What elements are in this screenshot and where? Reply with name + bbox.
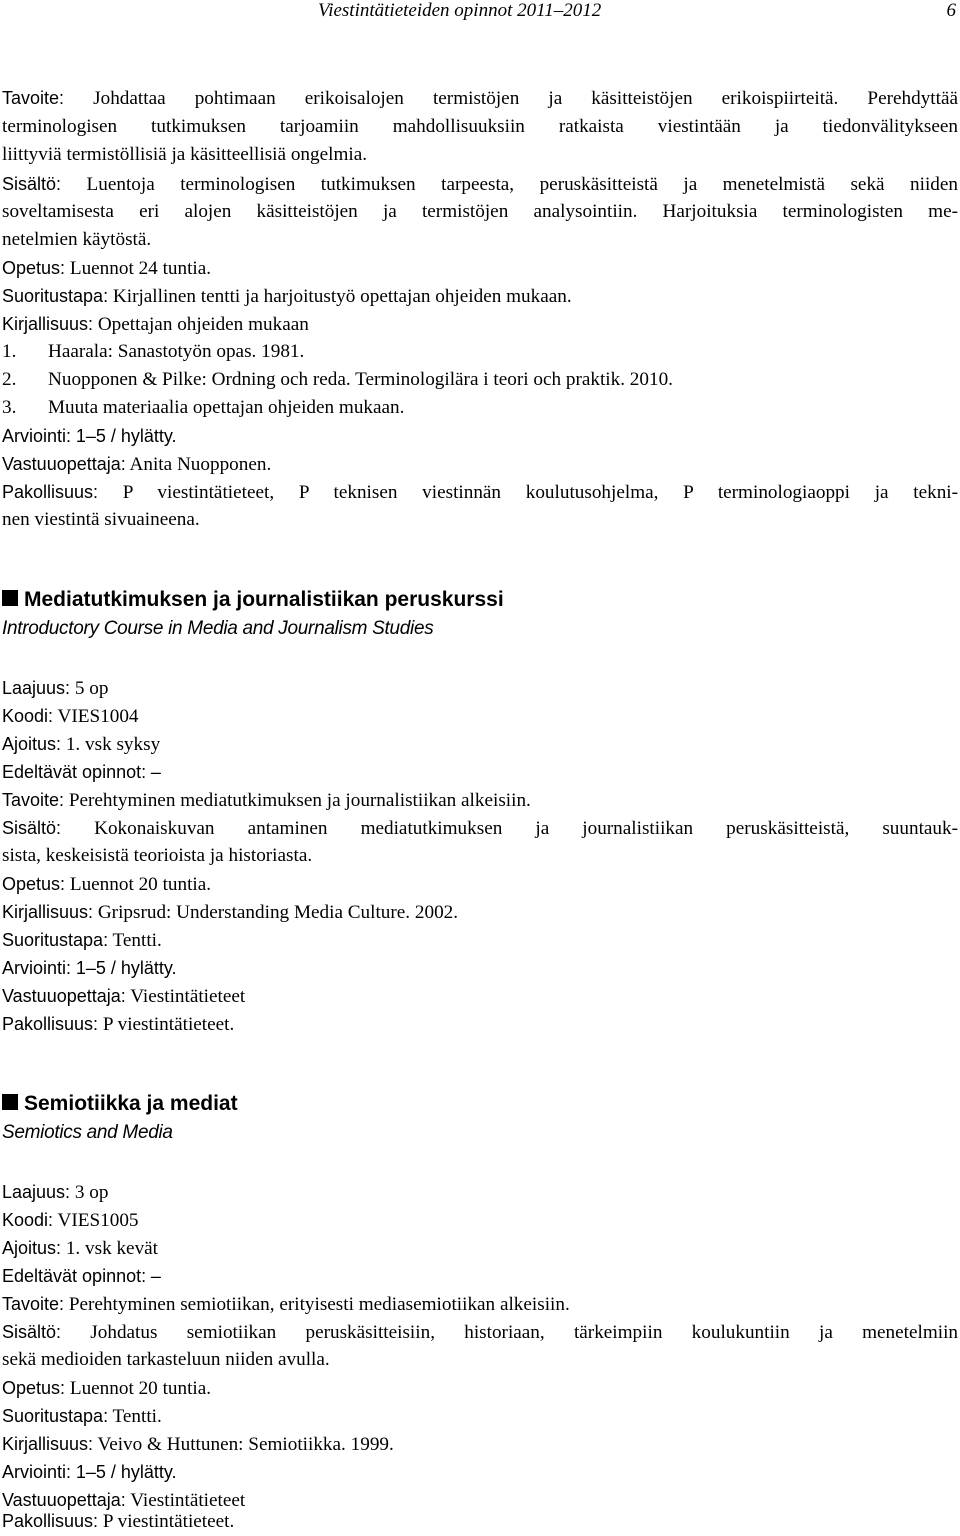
literature-number: 1.: [2, 341, 17, 362]
field-value: P viestintätieteet.: [102, 1014, 235, 1035]
field-value: Perehtyminen mediatutkimuksen ja journalistiikan alkeisiin.: [68, 790, 531, 811]
field-value: Perehtyminen semiotiikan, erityisesti mediasemiotiikan alkeisiin.: [68, 1294, 570, 1315]
field-value: Johdattaa pohtimaan erikoisalojen termistöjen ja käsitteistöjen erikoispiirteitä. Perehdyttää: [93, 88, 958, 109]
field-label: Tavoite:: [2, 88, 65, 108]
field-label: Opetus:: [2, 258, 66, 278]
field-label: Pakollisuus:: [2, 482, 99, 502]
field-value: –: [150, 1266, 161, 1286]
sisalto-line-1: [2, 1318, 958, 1346]
field-value: Gripsrud: Understanding Media Culture. 2002.: [97, 902, 459, 923]
field-label: Sisältö:: [2, 174, 62, 194]
field-value: Luentoja terminologisen tutkimuksen tarpeesta, peruskäsitteistä ja menetelmistä sekä niiden: [86, 174, 958, 195]
edeltavat-row: [2, 758, 161, 787]
suoritustapa-row: [2, 926, 162, 955]
ajoitus-row: [2, 1234, 158, 1263]
kirjallisuus-row: [2, 1430, 394, 1459]
opetus-row: [2, 254, 211, 283]
field-value: Tentti.: [112, 930, 162, 951]
literature-number: 3.: [2, 397, 17, 418]
field-label: Vastuuopettaja:: [2, 986, 126, 1006]
literature-item: [2, 338, 304, 366]
field-label: Edeltävät opinnot:: [2, 1266, 147, 1286]
field-value: Luennot 24 tuntia.: [69, 258, 212, 279]
pakollisuus-row: [2, 1507, 234, 1536]
field-value: 1. vsk kevät: [65, 1238, 159, 1259]
tavoite-row: [2, 786, 531, 815]
literature-text: Haarala: Sanastotyön opas. 1981.: [48, 341, 305, 362]
sisalto-line-2: sekä medioiden tarkasteluun niiden avulla.: [2, 1349, 330, 1370]
field-label: Koodi:: [2, 1210, 54, 1230]
field-value: 5 op: [74, 678, 109, 699]
field-value: VIES1004: [57, 706, 139, 727]
field-value: Kirjallinen tentti ja harjoitustyö opettajan ohjeiden mukaan.: [112, 286, 572, 307]
literature-text: Muuta materiaalia opettajan ohjeiden mukaan.: [48, 397, 405, 418]
field-label: Vastuuopettaja:: [2, 1490, 126, 1510]
field-value: Viestintätieteet: [130, 1490, 246, 1511]
tavoite-line-1: [2, 84, 958, 112]
field-value: VIES1005: [57, 1210, 139, 1231]
field-label: Arviointi:: [2, 1462, 72, 1482]
field-label: Sisältö:: [2, 818, 62, 838]
tavoite-line-3: liittyviä termistöllisiä ja käsitteellisiä ongelmia.: [2, 144, 368, 165]
edeltavat-row: [2, 1262, 161, 1291]
field-label: Edeltävät opinnot:: [2, 762, 147, 782]
suoritustapa-row: [2, 282, 572, 311]
field-value: Veivo & Huttunen: Semiotiikka. 1999.: [97, 1434, 394, 1455]
opetus-row: [2, 870, 211, 899]
course-title-text: Mediatutkimuksen ja journalistiikan peruskurssi: [24, 588, 504, 611]
field-label: Tavoite:: [2, 1294, 65, 1314]
course-subtitle: Semiotics and Media: [2, 1122, 173, 1143]
field-value: P viestintätieteet, P teknisen viestinnän koulutusohjelma, P terminologiaoppi ja tekni-: [122, 482, 958, 503]
koodi-row: [2, 1206, 139, 1235]
field-label: Pakollisuus:: [2, 1511, 99, 1531]
arviointi-row: [2, 422, 177, 451]
tavoite-row: [2, 1290, 570, 1319]
page-header: [0, 0, 960, 30]
field-value: 1–5 / hylätty.: [75, 1462, 177, 1482]
page-number: 6: [946, 0, 956, 21]
field-value: 1–5 / hylätty.: [75, 426, 177, 446]
laajuus-row: [2, 674, 108, 703]
course-subtitle: Introductory Course in Media and Journalism Studies: [2, 618, 434, 639]
literature-item: [2, 394, 404, 422]
ajoitus-row: [2, 730, 160, 759]
square-bullet-icon: [2, 1094, 18, 1110]
sisalto-line-1: [2, 170, 958, 198]
opetus-row: [2, 1374, 211, 1403]
field-value: 3 op: [74, 1182, 109, 1203]
tavoite-line-2: terminologisen tutkimuksen tarjoamiin mahdollisuuksiin ratkaista viestintään ja tiedonvälitykseen: [2, 116, 958, 137]
arviointi-row: [2, 1458, 177, 1487]
field-label: Ajoitus:: [2, 1238, 62, 1258]
field-label: Koodi:: [2, 706, 54, 726]
field-label: Arviointi:: [2, 426, 72, 446]
field-value: Johdatus semiotiikan peruskäsitteisiin, historiaan, tärkeimpiin koulukuntiin ja menetelmiin: [90, 1322, 958, 1343]
field-label: Suoritustapa:: [2, 930, 109, 950]
field-label: Opetus:: [2, 1378, 66, 1398]
literature-item: [2, 366, 673, 394]
field-value: P viestintätieteet.: [102, 1511, 235, 1532]
sisalto-line-1: [2, 814, 958, 842]
field-label: Pakollisuus:: [2, 1014, 99, 1034]
field-value: Luennot 20 tuntia.: [69, 1378, 212, 1399]
kirjallisuus-row: [2, 898, 458, 927]
field-label: Ajoitus:: [2, 734, 62, 754]
square-bullet-icon: [2, 590, 18, 606]
field-label: Suoritustapa:: [2, 1406, 109, 1426]
suoritustapa-row: [2, 1402, 162, 1431]
sisalto-line-2: sista, keskeisistä teorioista ja historiasta.: [2, 845, 313, 866]
field-label: Sisältö:: [2, 1322, 62, 1342]
field-label: Laajuus:: [2, 1182, 71, 1202]
field-value: Anita Nuopponen.: [129, 454, 272, 475]
field-label: Opetus:: [2, 874, 66, 894]
field-label: Tavoite:: [2, 790, 65, 810]
field-label: Kirjallisuus:: [2, 902, 94, 922]
literature-text: Nuopponen & Pilke: Ordning och reda. Terminologilära i teori och praktik. 2010.: [48, 369, 673, 390]
field-label: Suoritustapa:: [2, 286, 109, 306]
field-label: Vastuuopettaja:: [2, 454, 126, 474]
field-label: Kirjallisuus:: [2, 314, 94, 334]
kirjallisuus-row: [2, 310, 309, 339]
course-title-text: Semiotiikka ja mediat: [24, 1092, 238, 1115]
field-value: Opettajan ohjeiden mukaan: [97, 314, 309, 335]
field-value: –: [150, 762, 161, 782]
field-value: Luennot 20 tuntia.: [69, 874, 212, 895]
field-value: 1. vsk syksy: [65, 734, 161, 755]
field-value: 1–5 / hylätty.: [75, 958, 177, 978]
field-value: Viestintätieteet: [130, 986, 246, 1007]
field-value: Tentti.: [112, 1406, 162, 1427]
sisalto-line-3: netelmien käytöstä.: [2, 229, 152, 250]
field-label: Arviointi:: [2, 958, 72, 978]
header-title: Viestintätieteiden opinnot 2011–2012: [318, 0, 602, 21]
pakollisuus-row: [2, 1010, 234, 1039]
vastuuopettaja-row: [2, 982, 245, 1011]
field-label: Laajuus:: [2, 678, 71, 698]
vastuuopettaja-row: [2, 450, 271, 479]
koodi-row: [2, 702, 139, 731]
field-value: Kokonaiskuvan antaminen mediatutkimuksen ja journalistiikan peruskäsitteistä, suuntauk-: [94, 818, 958, 839]
pakollisuus-line-2: nen viestintä sivuaineena.: [2, 509, 200, 530]
laajuus-row: [2, 1178, 108, 1207]
course-title: [2, 586, 504, 614]
field-label: Kirjallisuus:: [2, 1434, 94, 1454]
literature-number: 2.: [2, 369, 17, 390]
arviointi-row: [2, 954, 177, 983]
course-title: [2, 1090, 238, 1118]
sisalto-line-2: soveltamisesta eri alojen käsitteistöjen ja termistöjen analysointiin. Harjoituksia terminologisten me-: [2, 201, 958, 222]
pakollisuus-line-1: [2, 478, 958, 506]
